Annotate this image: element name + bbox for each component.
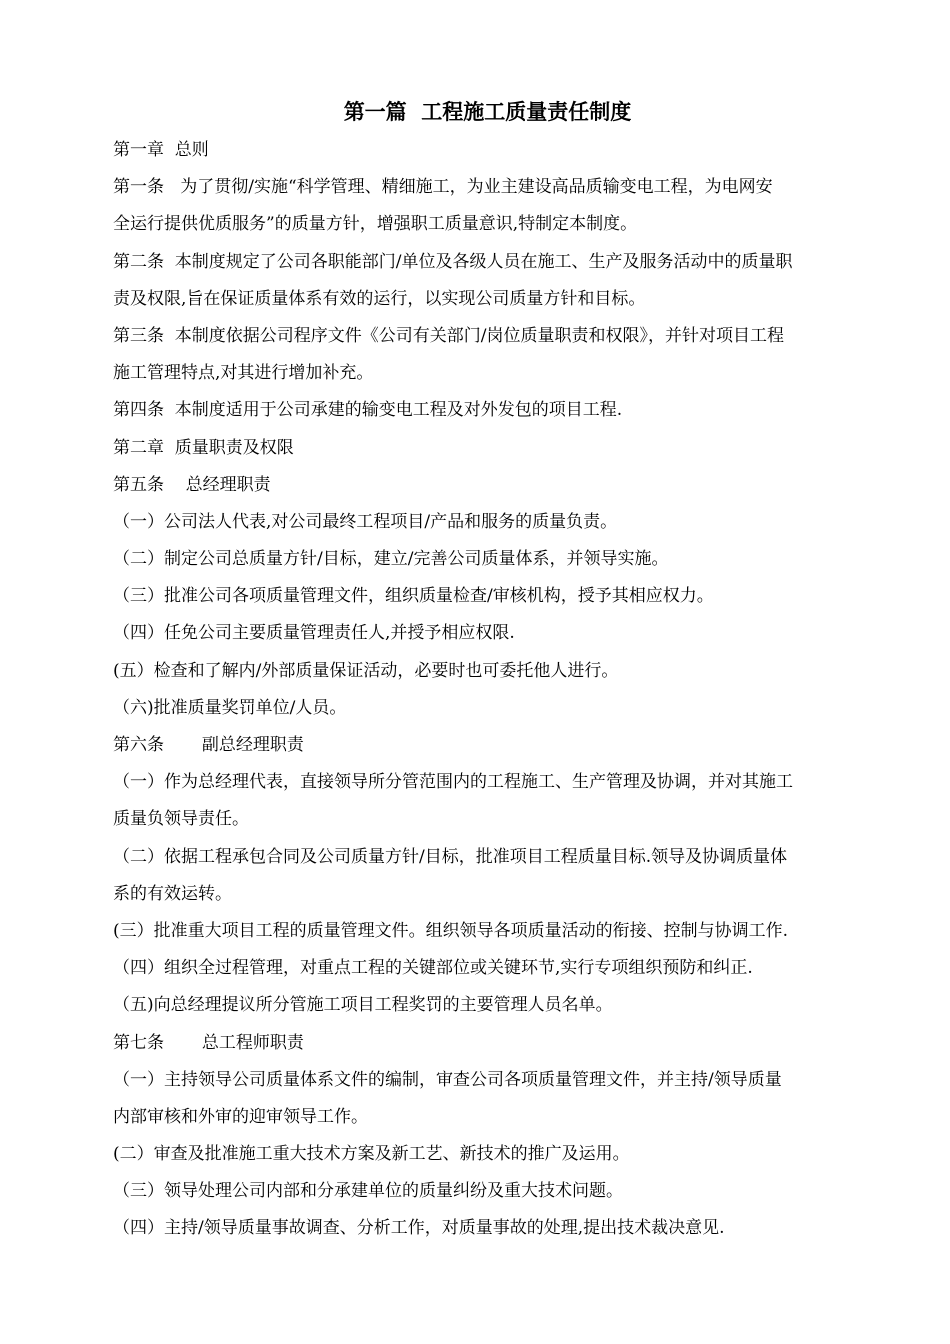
- text-line: 系的有效运转。: [113, 883, 232, 904]
- text-line: (二）审查及批准施工重大技术方案及新工艺、新技术的推广及运用。: [113, 1144, 630, 1165]
- text-line: （二）制定公司总质量方针/目标，建立/完善公司质量体系，并领导实施。: [113, 549, 669, 570]
- text-line: 第二条 本制度规定了公司各职能部门/单位及各级人员在施工、生产及服务活动中的质量职: [113, 251, 793, 272]
- document-title: 第一篇 工程施工质量责任制度: [343, 100, 632, 124]
- text-line: 第五条 总经理职责: [113, 474, 271, 495]
- text-line: 第二章 质量职责及权限: [113, 437, 294, 458]
- text-line: 第六条 副总经理职责: [113, 735, 304, 755]
- text-line: （四）主持/领导质量事故调查、分析工作，对质量事故的处理,提出技术裁决意见.: [113, 1218, 725, 1239]
- text-line: （一）公司法人代表,对公司最终工程项目/产品和服务的质量负责。: [113, 511, 618, 532]
- text-line: （六)批准质量奖罚单位/人员。: [113, 697, 347, 718]
- text-line: （三）领导处理公司内部和分承建单位的质量纠纷及重大技术问题。: [113, 1181, 623, 1202]
- text-line: （五)向总经理提议所分管施工项目工程奖罚的主要管理人员名单。: [113, 995, 613, 1016]
- text-line: 第七条 总工程师职责: [113, 1032, 304, 1053]
- text-line: 第一章 总则: [113, 140, 209, 160]
- text-line: 施工管理特点,对其进行增加补充。: [113, 363, 374, 384]
- text-line: 质量负领导责任。: [113, 809, 249, 830]
- text-line: 第四条 本制度适用于公司承建的输变电工程及对外发包的项目工程.: [113, 400, 623, 421]
- text-line: 责及权限,旨在保证质量体系有效的运行，以实现公司质量方针和目标。: [113, 288, 646, 309]
- text-line: （一）作为总经理代表，直接领导所分管范围内的工程施工、生产管理及协调，并对其施工: [113, 772, 793, 793]
- text-line: 第一条 为了贯彻/实施“科学管理、精细施工，为业主建设高品质输变电工程，为电网安: [113, 177, 773, 198]
- text-line: （四）组织全过程管理，对重点工程的关键部位或关键环节,实行专项组织预防和纠正.: [113, 958, 753, 979]
- document-body: [113, 132, 883, 1248]
- text-line: 第三条 本制度依据公司程序文件《公司有关部门/岗位质量职责和权限》，并针对项目工程: [113, 325, 785, 346]
- text-line: （四）任免公司主要质量管理责任人,并授予相应权限.: [113, 623, 515, 644]
- text-line: 全运行提供优质服务”的质量方针，增强职工质量意识,特制定本制度。: [113, 214, 638, 235]
- text-line: (五）检查和了解内/外部质量保证活动，必要时也可委托他人进行。: [113, 660, 619, 681]
- text-line: （三）批准公司各项质量管理文件，组织质量检查/审核机构，授予其相应权力。: [113, 586, 714, 607]
- text-line: （一）主持领导公司质量体系文件的编制，审查公司各项质量管理文件，并主持/领导质量: [113, 1069, 782, 1090]
- text-line: （二）依据工程承包合同及公司质量方针/目标，批准项目工程质量目标.领导及协调质量体: [113, 846, 788, 867]
- text-line: 内部审核和外审的迎审领导工作。: [113, 1106, 368, 1127]
- text-line: (三）批准重大项目工程的质量管理文件。组织领导各项质量活动的衔接、控制与协调工作.: [113, 920, 789, 941]
